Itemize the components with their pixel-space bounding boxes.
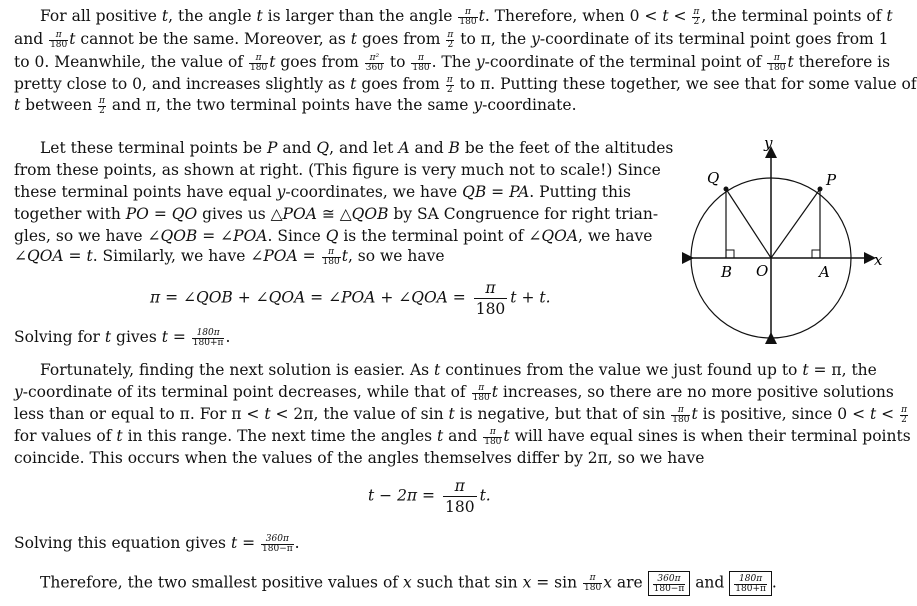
point-P (818, 187, 823, 192)
point-Q (724, 187, 729, 192)
para2-line2: from these points, as shown at right. (This figure is very much not to scale!) Since (14, 161, 661, 179)
para2-line3: these terminal points have equal y-coordinates, we have QB = PA. Putting this (14, 183, 631, 201)
para1-line5: t between $\frac{\pi}{2}$ and π, the two terminal points have the same y-coordinate. (14, 95, 577, 116)
segment-OP (771, 189, 820, 258)
para3-line3: less than or equal to π. For π < t < 2π, the value of sin t is negative, but that of sin $\frac{\pi}{180}$ t is positive, since 0 < t < $\frac{\pi}{2}$ (14, 404, 907, 425)
unit-circle-figure (680, 130, 890, 345)
frac-pi-180: $\frac{\pi}{180}$ (459, 6, 477, 27)
para3-line1: Fortunately, finding the next solution is easier. As t continues from the value we just found up to t = π, the (40, 361, 877, 379)
para1-line4: pretty close to 0, and increases slightly as t goes from $\frac{\pi}{2}$ to π. Putting these together, we see that for some value of (14, 74, 917, 95)
para2-line4: together with PO = QO gives us △POA ≅ △QOB by SA Congruence for right trian- (14, 205, 659, 223)
para3-line4: for values of t in this range. The next time the angles t and $\frac{\pi}{180}$ t will have equal sines is when their terminal points (14, 426, 911, 447)
label-x: x (874, 251, 883, 269)
label-Q: Q (707, 169, 720, 187)
answer-box-2: $\frac{180\pi}{180+\pi}$ (729, 571, 772, 596)
right-angle-A (812, 250, 820, 258)
label-A: A (819, 263, 830, 281)
solve-line-1: Solving for t gives t = $\frac{180\pi}{180+\pi}$ . (14, 327, 231, 348)
para1-line3: to 0. Meanwhile, the value of $\frac{\pi}{180}$ t goes from $\frac{\text{π²}}{360}$ to $\frac{\pi}{180}$ . The y-coordinate of the terminal point of $\frac{\pi}{180}$ t therefore is (14, 52, 891, 73)
para2-line1: Let these terminal points be P and Q, and let A and B be the feet of the altitudes (40, 139, 674, 157)
segment-OQ (726, 189, 771, 258)
para1-line1: For all positive t, the angle t is larger than the angle $\frac{\pi}{180}$ t. Therefore, when 0 < t < $\frac{\pi}{2}$ , the terminal points of t (40, 6, 893, 27)
label-O: O (756, 262, 769, 280)
label-B: B (721, 263, 733, 281)
para2-line5: gles, so we have ∠QOB = ∠POA. Since Q is the terminal point of ∠QOA, we have (14, 227, 653, 245)
para3-line2: y-coordinate of its terminal point decreases, while that of $\frac{\pi}{180}$ t increases, so there are no more positive solutions (14, 382, 894, 403)
para2-line6: ∠QOA = t. Similarly, we have ∠POA = $\frac{\pi}{180}$ t, so we have (14, 246, 445, 267)
label-y: y (764, 134, 773, 152)
solve-line-2: Solving this equation gives t = $\frac{360\pi}{180-\pi}$ . (14, 533, 300, 554)
equation-2: t − 2π = $\frac{\pi}{180}$ t. (368, 477, 491, 516)
para3-line5: coincide. This occurs when the values of the angles themselves differ by 2π, so we have (14, 449, 705, 467)
equation-1: π = ∠QOB + ∠QOA = ∠POA + ∠QOA = $\frac{\pi}{180}$ t + t. (150, 279, 551, 318)
answer-box-1: $\frac{360\pi}{180-\pi}$ (648, 571, 691, 596)
label-P: P (826, 171, 837, 189)
para1-line2: and $\frac{\pi}{180}$ t cannot be the same. Moreover, as t goes from $\frac{\pi}{2}$ to π, the y-coordinate of its terminal point goes from 1 (14, 29, 889, 50)
final-line: Therefore, the two smallest positive values of x such that sin x = sin $\frac{\pi}{180}$ x are $\frac{360\pi}{180-\pi}$ and $\frac{180\pi}{180+\pi}$ . (40, 571, 777, 596)
right-angle-B (726, 250, 734, 258)
